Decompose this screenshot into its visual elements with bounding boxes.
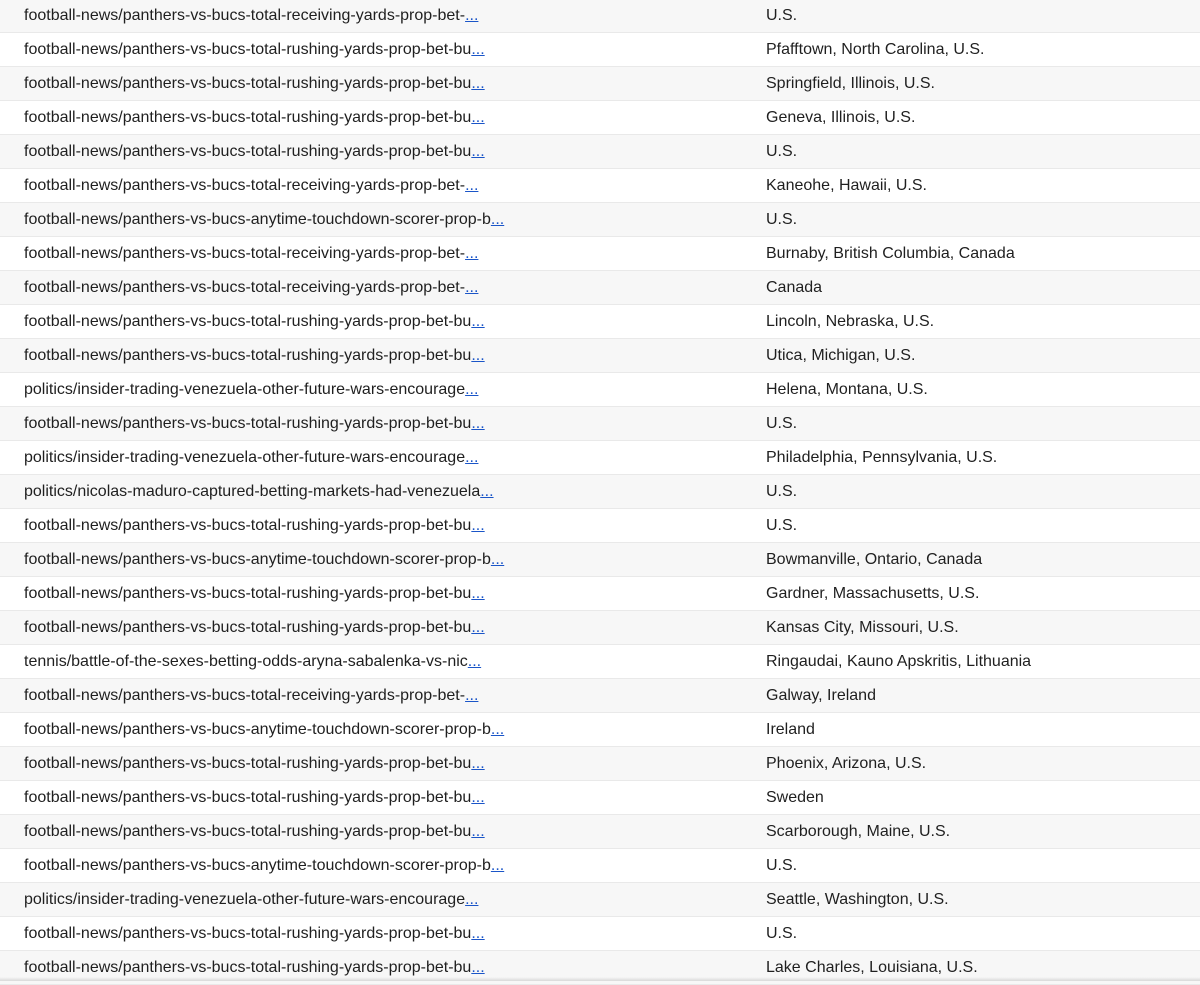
page-path-cell <box>24 278 478 298</box>
page-path-cell <box>24 244 478 264</box>
page-path-text: football-news/panthers-vs-bucs-total-rushing-yards-prop-bet-bu <box>24 109 471 126</box>
expand-path-link[interactable]: ... <box>471 75 484 92</box>
location-cell: U.S. <box>766 142 797 162</box>
scroll-edge-shadow <box>0 977 1200 981</box>
page-path-text: football-news/panthers-vs-bucs-total-rushing-yards-prop-bet-bu <box>24 41 471 58</box>
location-cell: U.S. <box>766 6 797 26</box>
location-cell: Philadelphia, Pennsylvania, U.S. <box>766 448 997 468</box>
expand-path-link[interactable]: ... <box>471 585 484 602</box>
expand-path-link[interactable]: ... <box>471 143 484 160</box>
location-cell: Sweden <box>766 788 824 808</box>
expand-path-link[interactable]: ... <box>465 177 478 194</box>
location-cell: Springfield, Illinois, U.S. <box>766 74 935 94</box>
page-path-cell <box>24 720 504 740</box>
expand-path-link[interactable]: ... <box>465 279 478 296</box>
expand-path-link[interactable]: ... <box>465 381 478 398</box>
page-path-cell <box>24 380 478 400</box>
page-path-cell <box>24 584 485 604</box>
page-path-text: football-news/panthers-vs-bucs-total-rushing-yards-prop-bet-bu <box>24 517 471 534</box>
expand-path-link[interactable]: ... <box>468 653 481 670</box>
page-path-text: football-news/panthers-vs-bucs-total-rushing-yards-prop-bet-bu <box>24 823 471 840</box>
page-path-text: football-news/panthers-vs-bucs-anytime-touchdown-scorer-prop-b <box>24 857 491 874</box>
location-cell: Scarborough, Maine, U.S. <box>766 822 950 842</box>
page-path-text: football-news/panthers-vs-bucs-total-rushing-yards-prop-bet-bu <box>24 789 471 806</box>
location-cell: Gardner, Massachusetts, U.S. <box>766 584 979 604</box>
page-path-text: football-news/panthers-vs-bucs-total-rushing-yards-prop-bet-bu <box>24 313 471 330</box>
page-path-text: football-news/panthers-vs-bucs-total-rushing-yards-prop-bet-bu <box>24 959 471 976</box>
page-path-cell <box>24 210 504 230</box>
expand-path-link[interactable]: ... <box>465 245 478 262</box>
location-cell: Kaneohe, Hawaii, U.S. <box>766 176 927 196</box>
table-row[interactable] <box>0 917 1200 951</box>
page-path-text: football-news/panthers-vs-bucs-total-rushing-yards-prop-bet-bu <box>24 347 471 364</box>
location-cell: Utica, Michigan, U.S. <box>766 346 915 366</box>
expand-path-link[interactable]: ... <box>471 415 484 432</box>
location-cell: U.S. <box>766 210 797 230</box>
page-path-cell <box>24 618 485 638</box>
table-row[interactable] <box>0 577 1200 611</box>
page-path-cell <box>24 482 494 502</box>
table-row[interactable] <box>0 407 1200 441</box>
page-path-cell <box>24 822 485 842</box>
table-row[interactable] <box>0 203 1200 237</box>
page-path-cell <box>24 550 504 570</box>
page-path-cell <box>24 788 485 808</box>
location-cell: U.S. <box>766 856 797 876</box>
table-row[interactable] <box>0 781 1200 815</box>
expand-path-link[interactable]: ... <box>471 959 484 976</box>
table-row[interactable] <box>0 169 1200 203</box>
location-cell: Geneva, Illinois, U.S. <box>766 108 915 128</box>
location-cell: Lake Charles, Louisiana, U.S. <box>766 958 978 978</box>
page-path-cell <box>24 448 478 468</box>
expand-path-link[interactable]: ... <box>471 755 484 772</box>
expand-path-link[interactable]: ... <box>465 7 478 24</box>
page-path-cell <box>24 176 478 196</box>
table-row[interactable] <box>0 645 1200 679</box>
table-row[interactable] <box>0 271 1200 305</box>
location-cell: U.S. <box>766 482 797 502</box>
expand-path-link[interactable]: ... <box>471 313 484 330</box>
table-row[interactable] <box>0 0 1200 33</box>
table-row[interactable] <box>0 747 1200 781</box>
expand-path-link[interactable]: ... <box>491 551 504 568</box>
page-path-text: football-news/panthers-vs-bucs-total-receiving-yards-prop-bet- <box>24 279 465 296</box>
expand-path-link[interactable]: ... <box>491 721 504 738</box>
table-row[interactable] <box>0 339 1200 373</box>
page-path-text: football-news/panthers-vs-bucs-total-receiving-yards-prop-bet- <box>24 687 465 704</box>
expand-path-link[interactable]: ... <box>471 619 484 636</box>
page-path-text: politics/insider-trading-venezuela-other-future-wars-encourage <box>24 381 465 398</box>
page-path-cell <box>24 40 485 60</box>
table-row[interactable] <box>0 135 1200 169</box>
page-path-cell <box>24 686 478 706</box>
location-cell: U.S. <box>766 414 797 434</box>
location-cell: Kansas City, Missouri, U.S. <box>766 618 959 638</box>
table-row[interactable] <box>0 373 1200 407</box>
page-path-cell <box>24 142 485 162</box>
page-path-text: football-news/panthers-vs-bucs-total-rushing-yards-prop-bet-bu <box>24 925 471 942</box>
page-path-cell <box>24 856 504 876</box>
table-row[interactable] <box>0 305 1200 339</box>
page-path-cell <box>24 754 485 774</box>
table-row[interactable] <box>0 237 1200 271</box>
page-path-text: politics/nicolas-maduro-captured-betting-markets-had-venezuela <box>24 483 480 500</box>
table-row[interactable] <box>0 441 1200 475</box>
table-row[interactable] <box>0 679 1200 713</box>
expand-path-link[interactable]: ... <box>471 347 484 364</box>
expand-path-link[interactable]: ... <box>471 517 484 534</box>
page-path-text: football-news/panthers-vs-bucs-anytime-touchdown-scorer-prop-b <box>24 551 491 568</box>
page-path-text: football-news/panthers-vs-bucs-total-rushing-yards-prop-bet-bu <box>24 755 471 772</box>
page-path-text: football-news/panthers-vs-bucs-total-receiving-yards-prop-bet- <box>24 177 465 194</box>
page-path-text: tennis/battle-of-the-sexes-betting-odds-aryna-sabalenka-vs-nic <box>24 653 468 670</box>
page-path-cell <box>24 652 481 672</box>
page-path-text: football-news/panthers-vs-bucs-total-rushing-yards-prop-bet-bu <box>24 75 471 92</box>
location-cell: Ringaudai, Kauno Apskritis, Lithuania <box>766 652 1031 672</box>
page-path-cell <box>24 924 485 944</box>
table-row[interactable] <box>0 883 1200 917</box>
location-cell: U.S. <box>766 924 797 944</box>
expand-path-link[interactable]: ... <box>465 891 478 908</box>
location-cell: Ireland <box>766 720 815 740</box>
expand-path-link[interactable]: ... <box>491 857 504 874</box>
expand-path-link[interactable]: ... <box>491 211 504 228</box>
page-path-cell <box>24 346 485 366</box>
location-cell: Burnaby, British Columbia, Canada <box>766 244 1015 264</box>
table-row[interactable] <box>0 67 1200 101</box>
table-row[interactable] <box>0 101 1200 135</box>
location-cell: Lincoln, Nebraska, U.S. <box>766 312 934 332</box>
page-path-cell <box>24 74 485 94</box>
location-cell: Pfafftown, North Carolina, U.S. <box>766 40 984 60</box>
page-path-text: football-news/panthers-vs-bucs-anytime-touchdown-scorer-prop-b <box>24 211 491 228</box>
location-cell: U.S. <box>766 516 797 536</box>
page-path-text: politics/insider-trading-venezuela-other-future-wars-encourage <box>24 891 465 908</box>
location-cell: Galway, Ireland <box>766 686 876 706</box>
page-path-text: football-news/panthers-vs-bucs-total-rushing-yards-prop-bet-bu <box>24 585 471 602</box>
page-path-cell <box>24 108 485 128</box>
table-row[interactable] <box>0 475 1200 509</box>
expand-path-link[interactable]: ... <box>480 483 493 500</box>
table-row[interactable] <box>0 509 1200 543</box>
table-row[interactable] <box>0 33 1200 67</box>
page-path-text: football-news/panthers-vs-bucs-total-rushing-yards-prop-bet-bu <box>24 143 471 160</box>
page-path-cell <box>24 6 478 26</box>
page-path-text: politics/insider-trading-venezuela-other-future-wars-encourage <box>24 449 465 466</box>
table-row[interactable] <box>0 713 1200 747</box>
page-path-text: football-news/panthers-vs-bucs-total-receiving-yards-prop-bet- <box>24 7 465 24</box>
page-path-text: football-news/panthers-vs-bucs-total-rushing-yards-prop-bet-bu <box>24 415 471 432</box>
page-path-cell <box>24 516 485 536</box>
expand-path-link[interactable]: ... <box>471 925 484 942</box>
page-path-text: football-news/panthers-vs-bucs-total-receiving-yards-prop-bet- <box>24 245 465 262</box>
location-cell: Bowmanville, Ontario, Canada <box>766 550 982 570</box>
page-path-text: football-news/panthers-vs-bucs-total-rushing-yards-prop-bet-bu <box>24 619 471 636</box>
table-row[interactable] <box>0 611 1200 645</box>
table-row[interactable] <box>0 849 1200 883</box>
location-cell: Phoenix, Arizona, U.S. <box>766 754 926 774</box>
table-row[interactable] <box>0 815 1200 849</box>
location-cell: Seattle, Washington, U.S. <box>766 890 949 910</box>
page-path-text: football-news/panthers-vs-bucs-anytime-touchdown-scorer-prop-b <box>24 721 491 738</box>
page-path-cell <box>24 958 485 978</box>
expand-path-link[interactable]: ... <box>465 687 478 704</box>
expand-path-link[interactable]: ... <box>471 109 484 126</box>
location-cell: Helena, Montana, U.S. <box>766 380 928 400</box>
page-path-cell <box>24 312 485 332</box>
table-row[interactable] <box>0 543 1200 577</box>
page-path-cell <box>24 890 478 910</box>
expand-path-link[interactable]: ... <box>471 789 484 806</box>
page-path-cell <box>24 414 485 434</box>
location-cell: Canada <box>766 278 822 298</box>
expand-path-link[interactable]: ... <box>471 41 484 58</box>
expand-path-link[interactable]: ... <box>471 823 484 840</box>
expand-path-link[interactable]: ... <box>465 449 478 466</box>
